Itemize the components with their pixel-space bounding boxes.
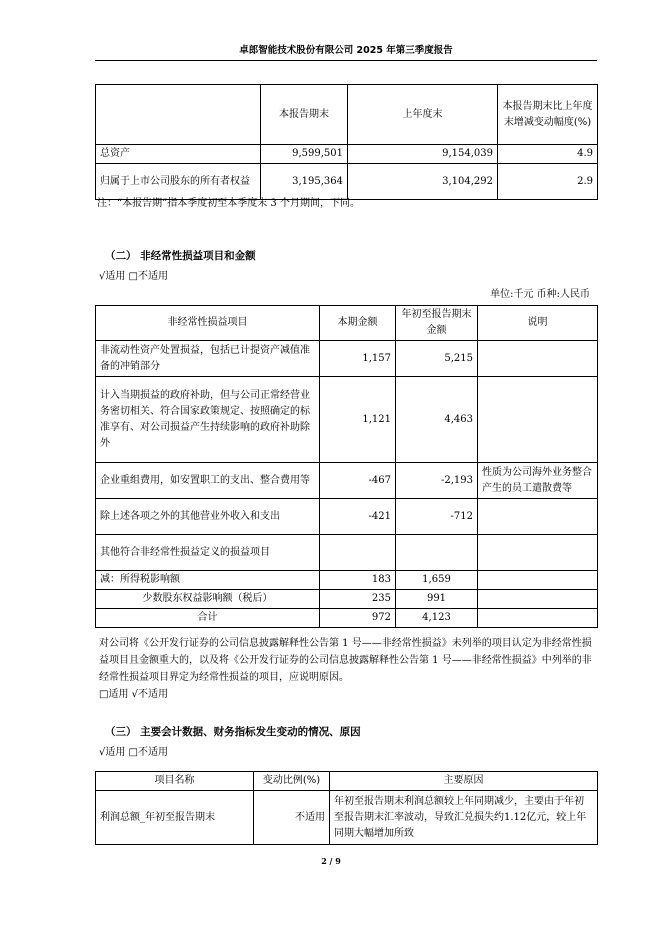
- cell: 企业重组费用，如安置职工的支出、整合费用等: [96, 463, 320, 499]
- cell: [478, 341, 598, 377]
- cell: [396, 535, 478, 571]
- cell: 除上述各项之外的其他营业外收入和支出: [96, 499, 320, 535]
- cell: 972: [320, 609, 396, 628]
- cell: 1,121: [320, 377, 396, 463]
- header-cell: 本报告期末比上年度末增减变动幅度(%): [498, 85, 598, 145]
- unit-label: 单位:千元 币种:人民币: [490, 289, 590, 300]
- cell: 2.9: [498, 164, 598, 200]
- cell: 1,157: [320, 341, 396, 377]
- header-cell: 项目名称: [96, 772, 254, 791]
- table-note: 注：“本报告期”指本季度初至本季度末 3 个月期间，下同。: [97, 198, 360, 209]
- cell: 4,463: [396, 377, 478, 463]
- cell: 4.9: [498, 145, 598, 164]
- page-number: 2 / 9: [321, 856, 341, 866]
- header-cell: 本报告期末: [261, 85, 348, 145]
- cell: 计入当期损益的政府补助，但与公司正常经营业务密切相关、符合国家政策规定、按照确定的标准享有、对公司损益产生持续影响的政府补助除外: [96, 377, 320, 463]
- cell: [478, 377, 598, 463]
- cell: -2,193: [396, 463, 478, 499]
- header-cell: 本期金额: [320, 306, 396, 341]
- cell: -712: [396, 499, 478, 535]
- cell: -421: [320, 499, 396, 535]
- nonrecurring-table: [95, 305, 598, 628]
- explanation-paragraph: 对公司将《公开发行证券的公司信息披露解释性公告第 1 号——非经常性损益》未列举的项目认定为非经常性损益项目且金额重大的，以及将《公开发行证券的公司信息披露解释性公告第 1 号——非经常性损益》中列举的非经常性损益项目界定为经常性损益的项目，应说明原因。: [99, 638, 592, 683]
- cell: -467: [320, 463, 396, 499]
- cell: [478, 590, 598, 609]
- cell: 9,599,501: [261, 145, 348, 164]
- table-row: [96, 463, 598, 499]
- cell: 年初至报告期末利润总额较上年同期减少，主要由于年初至报告期末汇率波动，导致汇兑损失约1.12亿元，较上年同期大幅增加所致: [330, 791, 598, 845]
- table-row: [96, 590, 598, 609]
- cell: 3,195,364: [261, 164, 348, 200]
- applicability: √适用 □不适用: [99, 747, 168, 758]
- cell: [478, 499, 598, 535]
- cell: 归属于上市公司股东的所有者权益: [96, 164, 261, 200]
- cell: 非流动性资产处置损益，包括已计提资产减值准备的冲销部分: [96, 341, 320, 377]
- cell: 1,659: [396, 571, 478, 590]
- header-cell: 非经常性损益项目: [96, 306, 320, 341]
- cell: 235: [320, 590, 396, 609]
- header-cell: 说明: [478, 306, 598, 341]
- cell: 其他符合非经常性损益定义的损益项目: [96, 535, 320, 571]
- cell: 合计: [96, 609, 320, 628]
- section-heading: （二） 非经常性损益项目和金额: [105, 250, 256, 262]
- assets-table: [95, 84, 598, 200]
- table-row: [96, 377, 598, 463]
- cell: 少数股东权益影响额（税后）: [96, 590, 320, 609]
- header-cell: 变动比例(%): [254, 772, 330, 791]
- cell: 183: [320, 571, 396, 590]
- cell: 991: [396, 590, 478, 609]
- applicability: √适用 □不适用: [99, 271, 168, 282]
- page-header: 卓郎智能技术股份有限公司 2025 年第三季度报告: [95, 42, 597, 61]
- cell: [320, 535, 396, 571]
- table-row: [96, 571, 598, 590]
- header-cell: 年初至报告期末金额: [396, 306, 478, 341]
- applicability: □适用 √不适用: [99, 689, 168, 700]
- table-header-row: [96, 306, 598, 341]
- section-heading: （三） 主要会计数据、财务指标发生变动的情况、原因: [105, 726, 361, 738]
- header-cell: 主要原因: [330, 772, 598, 791]
- cell: [478, 571, 598, 590]
- table-row: [96, 535, 598, 571]
- cell: 总资产: [96, 145, 261, 164]
- cell: 3,104,292: [348, 164, 498, 200]
- table-row: [96, 145, 598, 164]
- changes-table: [95, 771, 598, 845]
- cell: [478, 535, 598, 571]
- table-row: [96, 609, 598, 628]
- cell: 9,154,039: [348, 145, 498, 164]
- cell: [478, 609, 598, 628]
- cell: 利润总额_年初至报告期末: [96, 791, 254, 845]
- header-cell: [96, 85, 261, 145]
- cell: 减：所得税影响额: [96, 571, 320, 590]
- header-cell: 上年度末: [348, 85, 498, 145]
- cell: 5,215: [396, 341, 478, 377]
- cell: 性质为公司海外业务整合产生的员工遣散费等: [478, 463, 598, 499]
- cell: 4,123: [396, 609, 478, 628]
- table-row: [96, 791, 598, 845]
- table-row: [96, 499, 598, 535]
- table-header-row: [96, 772, 598, 791]
- table-header-row: [96, 85, 598, 145]
- table-row: [96, 341, 598, 377]
- cell: 不适用: [254, 791, 330, 845]
